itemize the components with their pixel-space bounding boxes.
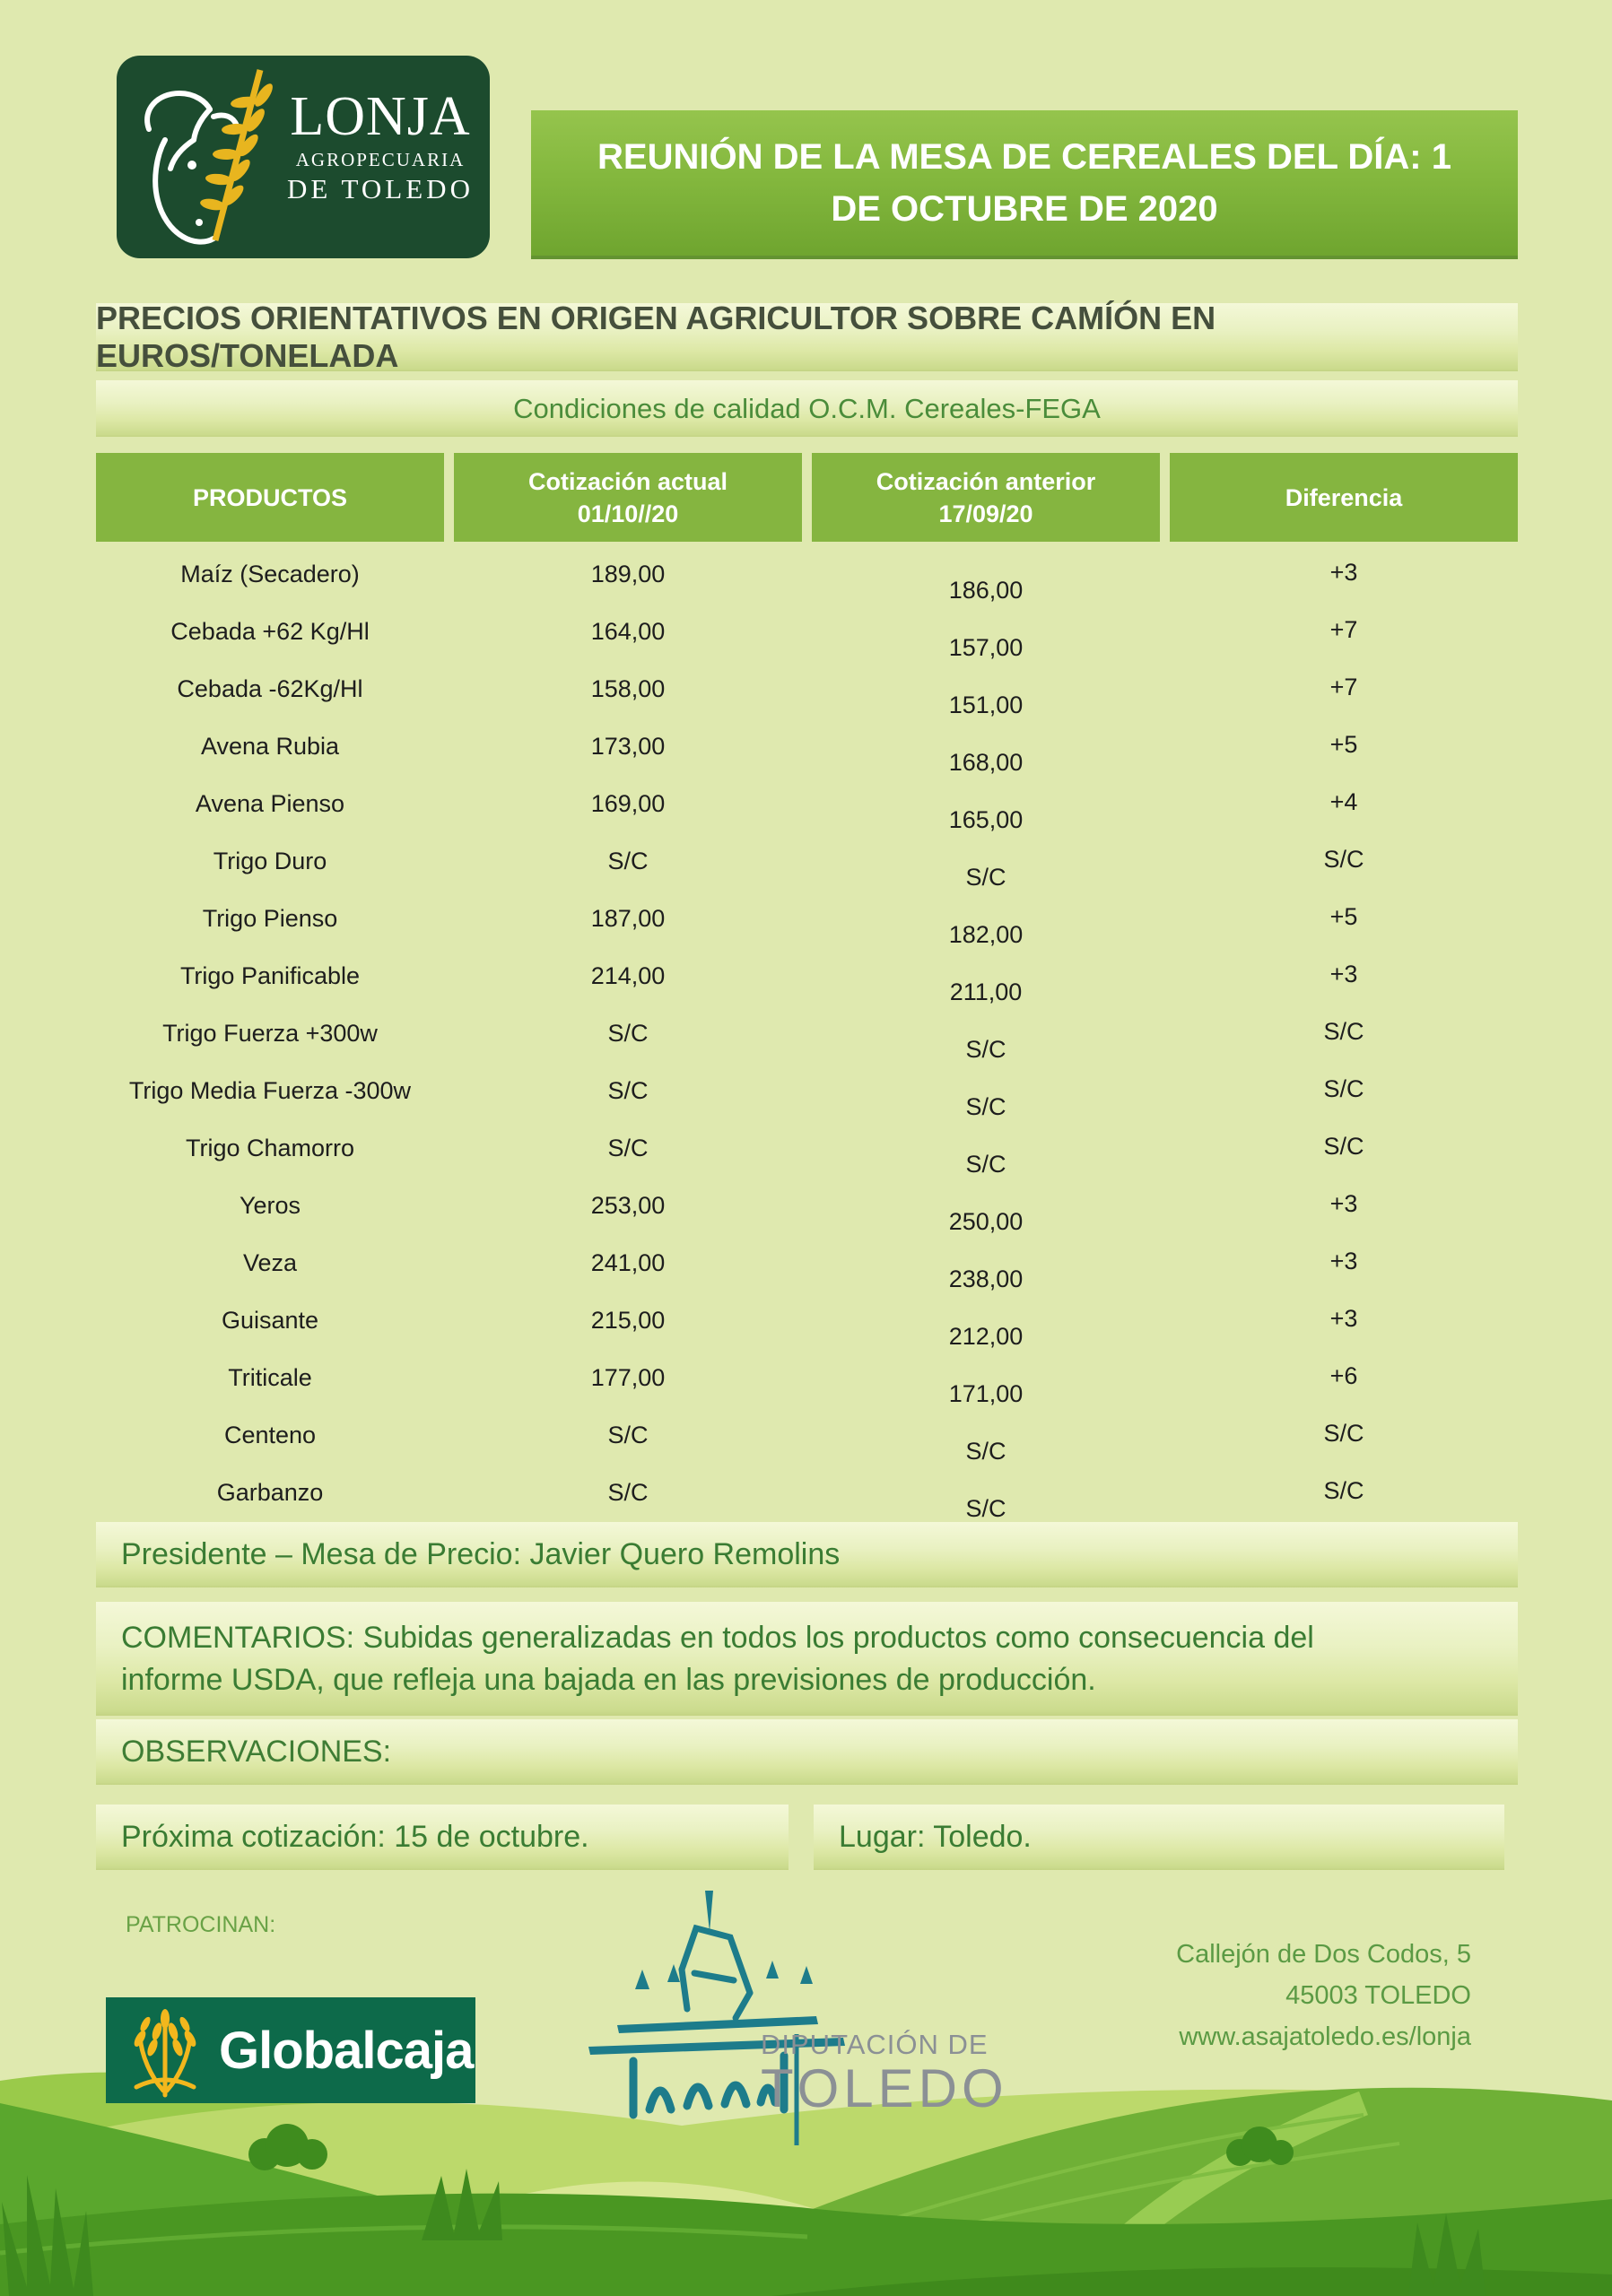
address-line: Callejón de Dos Codos, 5 [1176, 1940, 1471, 1969]
patrocinan-label: PATROCINAN: [126, 1912, 276, 1937]
meeting-title-line1: REUNIÓN DE LA MESA DE CEREALES DEL DÍA: 1 [597, 137, 1451, 177]
proxima-cotizacion-banner: Próxima cotización: 15 de octubre. [96, 1805, 789, 1870]
header-cotizacion-actual: Cotización actual 01/10//20 [454, 453, 802, 542]
actual-cell: S/C [607, 1077, 649, 1104]
actual-cell: S/C [607, 848, 649, 874]
actual-cell: 215,00 [590, 1307, 666, 1334]
actual-cell: 177,00 [590, 1364, 666, 1391]
actual-cell: 187,00 [590, 905, 666, 932]
anterior-cell: S/C [965, 1438, 1006, 1465]
actual-cell: S/C [607, 1422, 649, 1448]
bull-and-wheat-icon [129, 65, 287, 249]
actual-cell: 173,00 [590, 733, 666, 760]
globalcaja-logo [106, 1997, 475, 2103]
header-diferencia: Diferencia [1170, 453, 1518, 542]
product-cell: Cebada -62Kg/Hl [177, 675, 363, 702]
diferencia-cell: +3 [1329, 1190, 1358, 1217]
anterior-cell: 250,00 [948, 1208, 1024, 1235]
header-cotizacion-anterior: Cotización anterior 17/09/20 [812, 453, 1160, 542]
anterior-cell: 182,00 [948, 921, 1024, 948]
comentarios-banner [96, 1602, 1518, 1716]
anterior-cell: 151,00 [948, 691, 1024, 718]
anterior-cell: S/C [965, 1036, 1006, 1063]
website-link[interactable]: www.asajatoledo.es/lonja [1179, 2022, 1471, 2051]
diferencia-cell: S/C [1323, 1477, 1364, 1504]
observaciones-banner: OBSERVACIONES: [96, 1719, 1518, 1785]
product-cell: Triticale [228, 1364, 312, 1391]
header-productos: PRODUCTOS [96, 453, 444, 542]
actual-cell: 241,00 [590, 1249, 666, 1276]
diferencia-cell: S/C [1323, 1075, 1364, 1102]
diferencia-cell: +7 [1329, 674, 1358, 700]
price-table-header [96, 453, 1518, 542]
price-table [96, 453, 1518, 1522]
condiciones-banner: Condiciones de calidad O.C.M. Cereales-FEGA [96, 380, 1518, 437]
meeting-title-line2: DE OCTUBRE DE 2020 [831, 189, 1218, 229]
globalcaja-wheat-icon [118, 2001, 212, 2100]
product-cell: Veza [242, 1249, 298, 1276]
address-line: 45003 TOLEDO [1285, 1981, 1471, 2010]
diferencia-cell: S/C [1323, 1133, 1364, 1160]
actual-cell: 214,00 [590, 962, 666, 989]
diferencia-cell: +5 [1329, 731, 1358, 758]
diferencia-cell: +4 [1329, 788, 1358, 815]
anterior-cell: 211,00 [949, 978, 1023, 1005]
diferencia-cell: S/C [1323, 846, 1364, 873]
meeting-title-banner [531, 110, 1518, 259]
anterior-cell: S/C [965, 1151, 1006, 1178]
lugar-banner: Lugar: Toledo. [814, 1805, 1504, 1870]
diferencia-cell: +3 [1329, 1248, 1358, 1274]
presidente-banner: Presidente – Mesa de Precio: Javier Quero Remolins [96, 1522, 1518, 1587]
diferencia-cell: S/C [1323, 1018, 1364, 1045]
product-cell: Trigo Fuerza +300w [162, 1020, 378, 1047]
actual-cell: 158,00 [590, 675, 666, 702]
diferencia-cell: +6 [1329, 1362, 1358, 1389]
actual-cell: S/C [607, 1135, 649, 1161]
product-cell: Cebada +62 Kg/Hl [170, 618, 370, 645]
logo-line3: DE TOLEDO [287, 173, 474, 204]
anterior-cell: 212,00 [948, 1323, 1024, 1350]
actual-cell: 169,00 [590, 790, 666, 817]
price-table-body [96, 550, 1518, 1522]
anterior-cell: 238,00 [948, 1265, 1024, 1292]
diferencia-cell: S/C [1323, 1420, 1364, 1447]
diferencia-cell: +3 [1329, 559, 1358, 586]
actual-cell: 189,00 [590, 561, 666, 587]
actual-cell: 253,00 [590, 1192, 666, 1219]
lonja-logo [117, 56, 490, 258]
product-cell: Avena Pienso [195, 790, 345, 817]
globalcaja-wordmark: Globalcaja [219, 2021, 474, 2080]
diputacion-line2: TOLEDO [761, 2058, 1008, 2118]
actual-cell: S/C [607, 1020, 649, 1047]
lonja-logo-text [280, 86, 481, 205]
anterior-cell: S/C [965, 864, 1006, 891]
product-cell: Centeno [223, 1422, 317, 1448]
anterior-cell: S/C [965, 1093, 1006, 1120]
diputacion-toledo-wordmark [761, 2029, 1008, 2117]
anterior-cell: 186,00 [948, 577, 1024, 604]
anterior-cell: 165,00 [948, 806, 1024, 833]
diferencia-cell: +3 [1329, 1305, 1358, 1332]
logo-line2: AGROPECUARIA [295, 149, 466, 170]
anterior-cell: 171,00 [948, 1380, 1024, 1407]
anterior-cell: S/C [965, 1495, 1006, 1522]
product-cell: Maíz (Secadero) [180, 561, 360, 587]
product-cell: Avena Rubia [200, 733, 340, 760]
contact-address [1176, 1934, 1471, 2057]
diputacion-line1: DIPUTACIÓN DE [761, 2029, 989, 2060]
diferencia-cell: +3 [1329, 961, 1358, 987]
product-cell: Trigo Panificable [179, 962, 361, 989]
anterior-cell: 168,00 [948, 749, 1024, 776]
precios-banner: PRECIOS ORIENTATIVOS EN ORIGEN AGRICULTOR SOBRE CAMÍÓN EN EUROS/TONELADA [96, 303, 1518, 371]
product-cell: Trigo Chamorro [185, 1135, 355, 1161]
actual-cell: 164,00 [590, 618, 666, 645]
anterior-cell: 157,00 [948, 634, 1024, 661]
product-cell: Garbanzo [216, 1479, 324, 1506]
product-cell: Trigo Pienso [202, 905, 338, 932]
actual-cell: S/C [607, 1479, 649, 1506]
comentarios-text: COMENTARIOS: Subidas generalizadas en todos los productos como consecuencia del informe USDA, que refleja una bajada en las previsiones de producción. [121, 1620, 1314, 1697]
product-cell: Guisante [221, 1307, 319, 1334]
product-cell: Yeros [239, 1192, 301, 1219]
product-cell: Trigo Media Fuerza -300w [128, 1077, 412, 1104]
diferencia-cell: +7 [1329, 616, 1358, 643]
diferencia-cell: +5 [1329, 903, 1358, 930]
logo-line1: LONJA [290, 86, 471, 147]
product-cell: Trigo Duro [213, 848, 327, 874]
